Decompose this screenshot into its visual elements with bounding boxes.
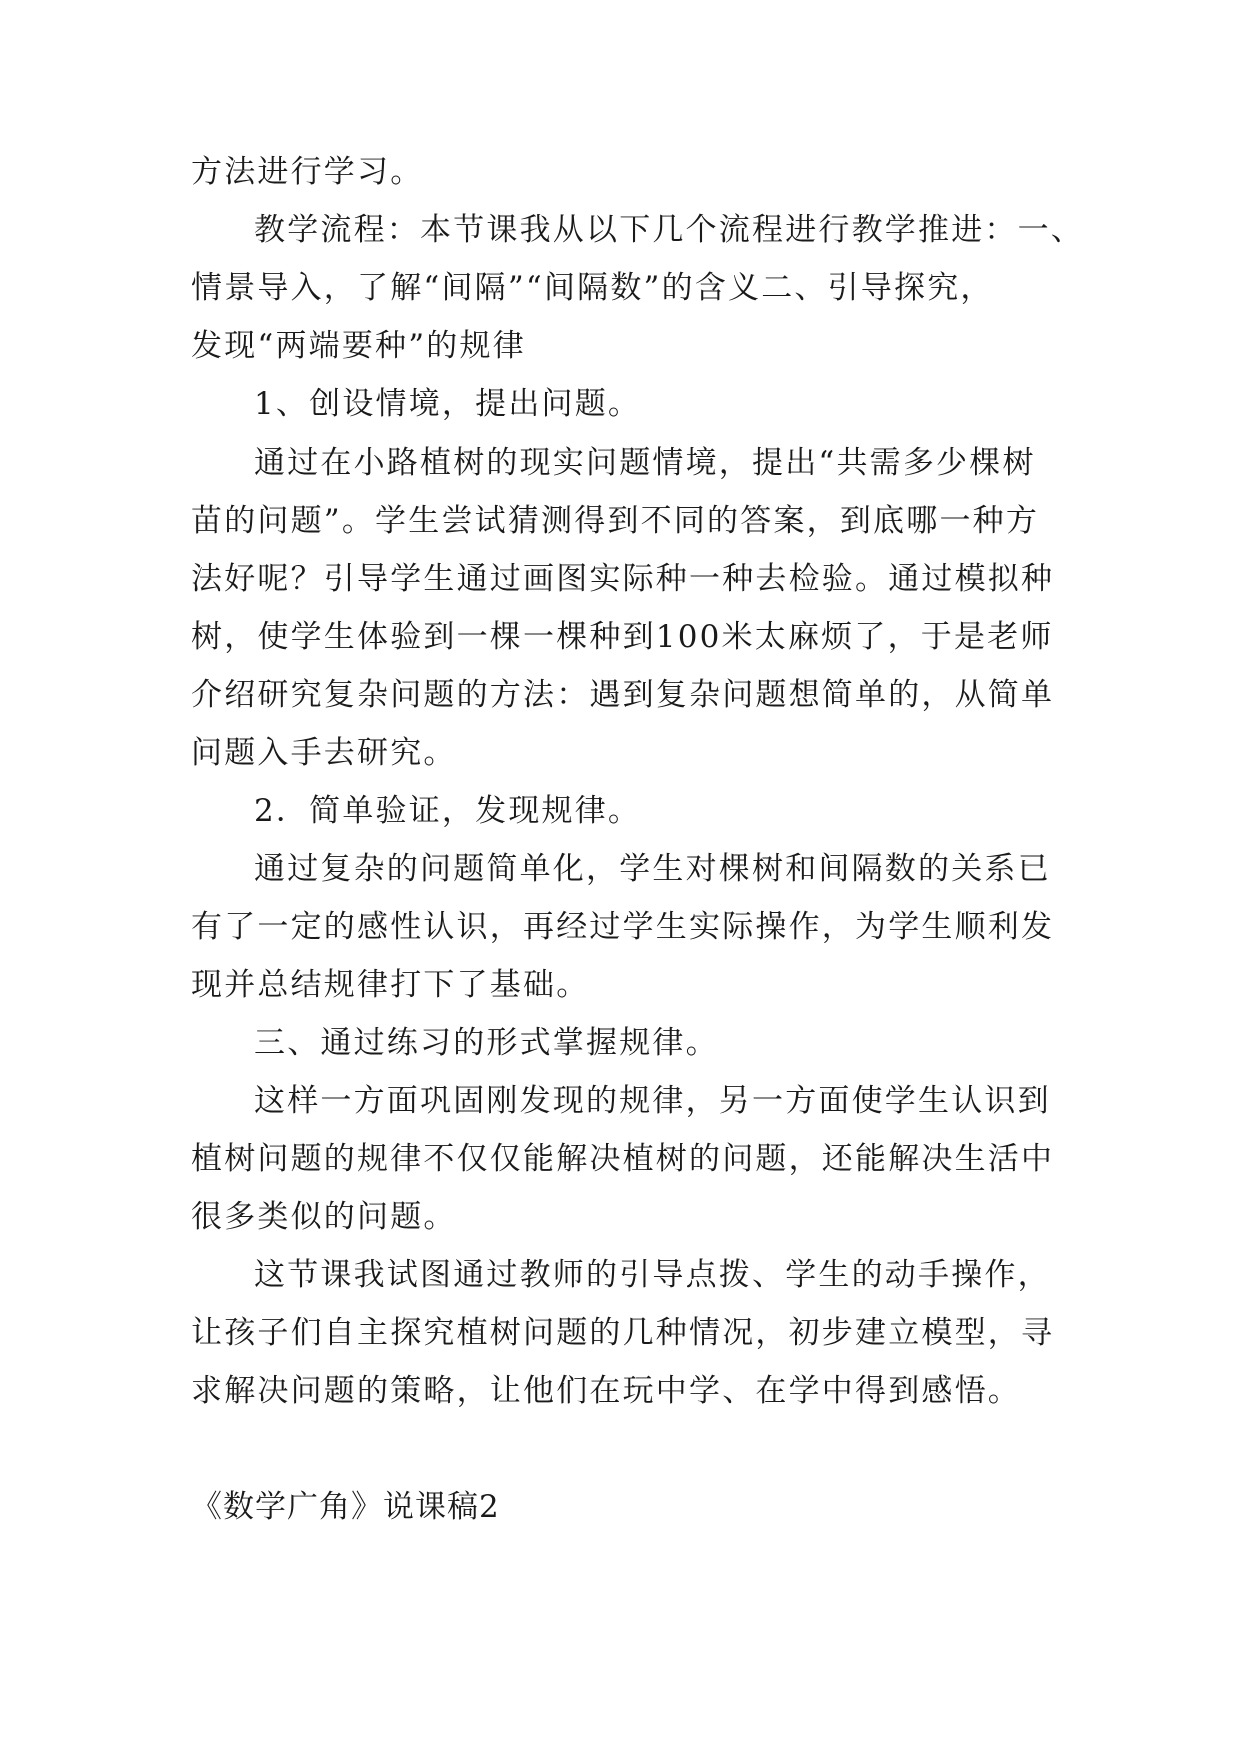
- text-line: 通过复杂的问题简单化，学生对棵树和间隔数的关系已: [254, 851, 1051, 887]
- text-line: 求解决问题的策略，让他们在玩中学、在学中得到感悟。: [191, 1373, 1021, 1409]
- text-line: 现并总结规律打下了基础。: [191, 967, 590, 1003]
- text-line: 情景导入，了解“间隔”“间隔数”的含义二、引导探究，: [191, 270, 994, 306]
- text-line: 教学流程：本节课我从以下几个流程进行教学推进：一、: [254, 212, 1084, 248]
- text-line: 问题入手去研究。: [191, 735, 457, 771]
- text-line: 通过在小路植树的现实问题情境，提出“共需多少棵树: [254, 445, 1036, 481]
- text-line: 2．简单验证，发现规律。: [254, 793, 642, 829]
- text-line: 有了一定的感性认识，再经过学生实际操作，为学生顺利发: [191, 909, 1055, 945]
- text-line: 很多类似的问题。: [191, 1199, 457, 1235]
- text-line: 苗的问题”。学生尝试猜测得到不同的答案，到底哪一种方: [191, 503, 1040, 539]
- text-line: 1、创设情境，提出问题。: [254, 386, 642, 422]
- section-title: 《数学广角》说课稿2: [191, 1489, 500, 1525]
- text-line: 方法进行学习。: [191, 154, 424, 190]
- text-line: 这样一方面巩固刚发现的规律，另一方面使学生认识到: [254, 1083, 1051, 1119]
- text-line: 介绍研究复杂问题的方法：遇到复杂问题想简单的，从简单: [191, 677, 1055, 713]
- text-line: 法好呢？引导学生通过画图实际种一种去检验。通过模拟种: [191, 561, 1055, 597]
- text-line: 让孩子们自主探究植树问题的几种情况，初步建立模型，寻: [191, 1315, 1055, 1351]
- text-line: 这节课我试图通过教师的引导点拨、学生的动手操作，: [254, 1257, 1051, 1293]
- text-line: 植树问题的规律不仅仅能解决植树的问题，还能解决生活中: [191, 1141, 1055, 1177]
- text-line: 三、通过练习的形式掌握规律。: [254, 1025, 719, 1061]
- text-line: 发现“两端要种”的规律: [191, 328, 526, 364]
- text-line: 树，使学生体验到一棵一棵种到100米太麻烦了，于是老师: [191, 619, 1054, 655]
